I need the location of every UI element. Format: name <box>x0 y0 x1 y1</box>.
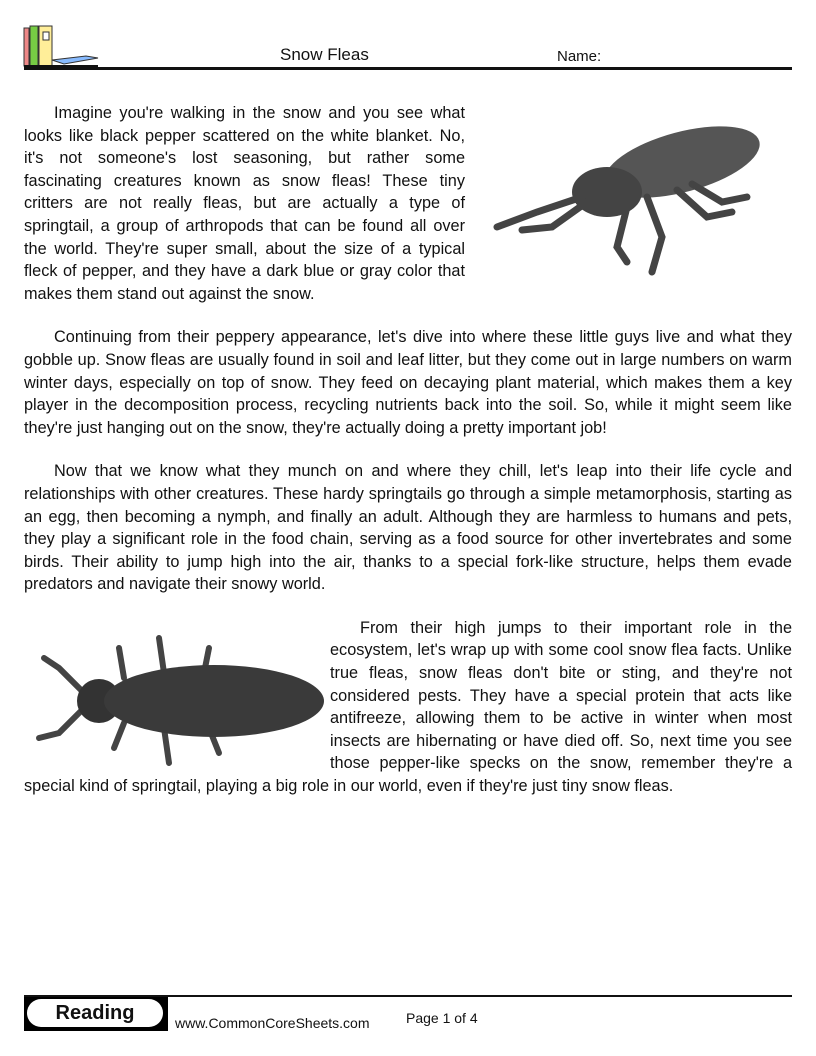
name-label: Name: <box>557 48 602 65</box>
paragraph-1: Imagine you're walking in the snow and you see what looks like black pepper scattered on the white blanket. No, it's not someone's lost seasoning, but rather some fascinating creatures known as snow fleas! These tiny critters are not really fleas, but are actually a type of springtail, a group of arthropods that can be found all over the world. They're super small, about the size of a typical fleck of pepper, and they have a dark blue or gray color that makes them stand out against the snow. <box>24 104 465 303</box>
page-number: Page 1 of 4 <box>406 1010 478 1026</box>
paragraph-3: Now that we know what they munch on and where they chill, let's leap into their life cycle and relationships with other creatures. These hardy springtails go through a simple metamorphosis, starting as an egg, then becoming a nymph, and finally an adult. Although they are harmless to humans and pets, they play a significant role in the food chain, serving as a food source for other invertebrates and some birds. Their ability to jump high into the air, thanks to a special fork-like structure, helps them evade predators and navigate their snowy world. <box>24 462 792 594</box>
paragraph-4: From their high jumps to their important role in the ecosystem, let's wrap up with some cool snow flea facts. Unlike true fleas, snow fleas don't bite or sting, and they're not considered pests. They have a special protein that acts like antifreeze, allowing them to be active in winter when most insects are hibernating or have died off. So, next time you see those pepper-like specks on the snow, remember they're a special kind of springtail, playing a big role in our world, even if they're just tiny snow fleas. <box>24 618 792 796</box>
subject-label: Reading <box>27 999 163 1027</box>
page-title: Snow Fleas <box>280 45 369 64</box>
subject-badge <box>24 997 168 1031</box>
snow-flea-side-image <box>477 102 792 302</box>
snow-flea-top-image <box>24 623 324 773</box>
books-logo-icon <box>22 24 102 68</box>
header-rule <box>24 67 792 70</box>
paragraph-2: Continuing from their peppery appearance, let's dive into where these little guys live and what they gobble up. Snow fleas are usually found in soil and leaf litter, but they come out in large numbers on warm winter days, especially on top of snow. They feed on decaying plant material, which makes them a key player in the decomposition process, recycling nutrients back into the soil. So, while it might seem like they're just hanging out on the snow, they're actually doing a pretty important job! <box>24 328 792 437</box>
site-link[interactable]: www.CommonCoreSheets.com <box>175 1015 370 1031</box>
article <box>24 102 792 819</box>
